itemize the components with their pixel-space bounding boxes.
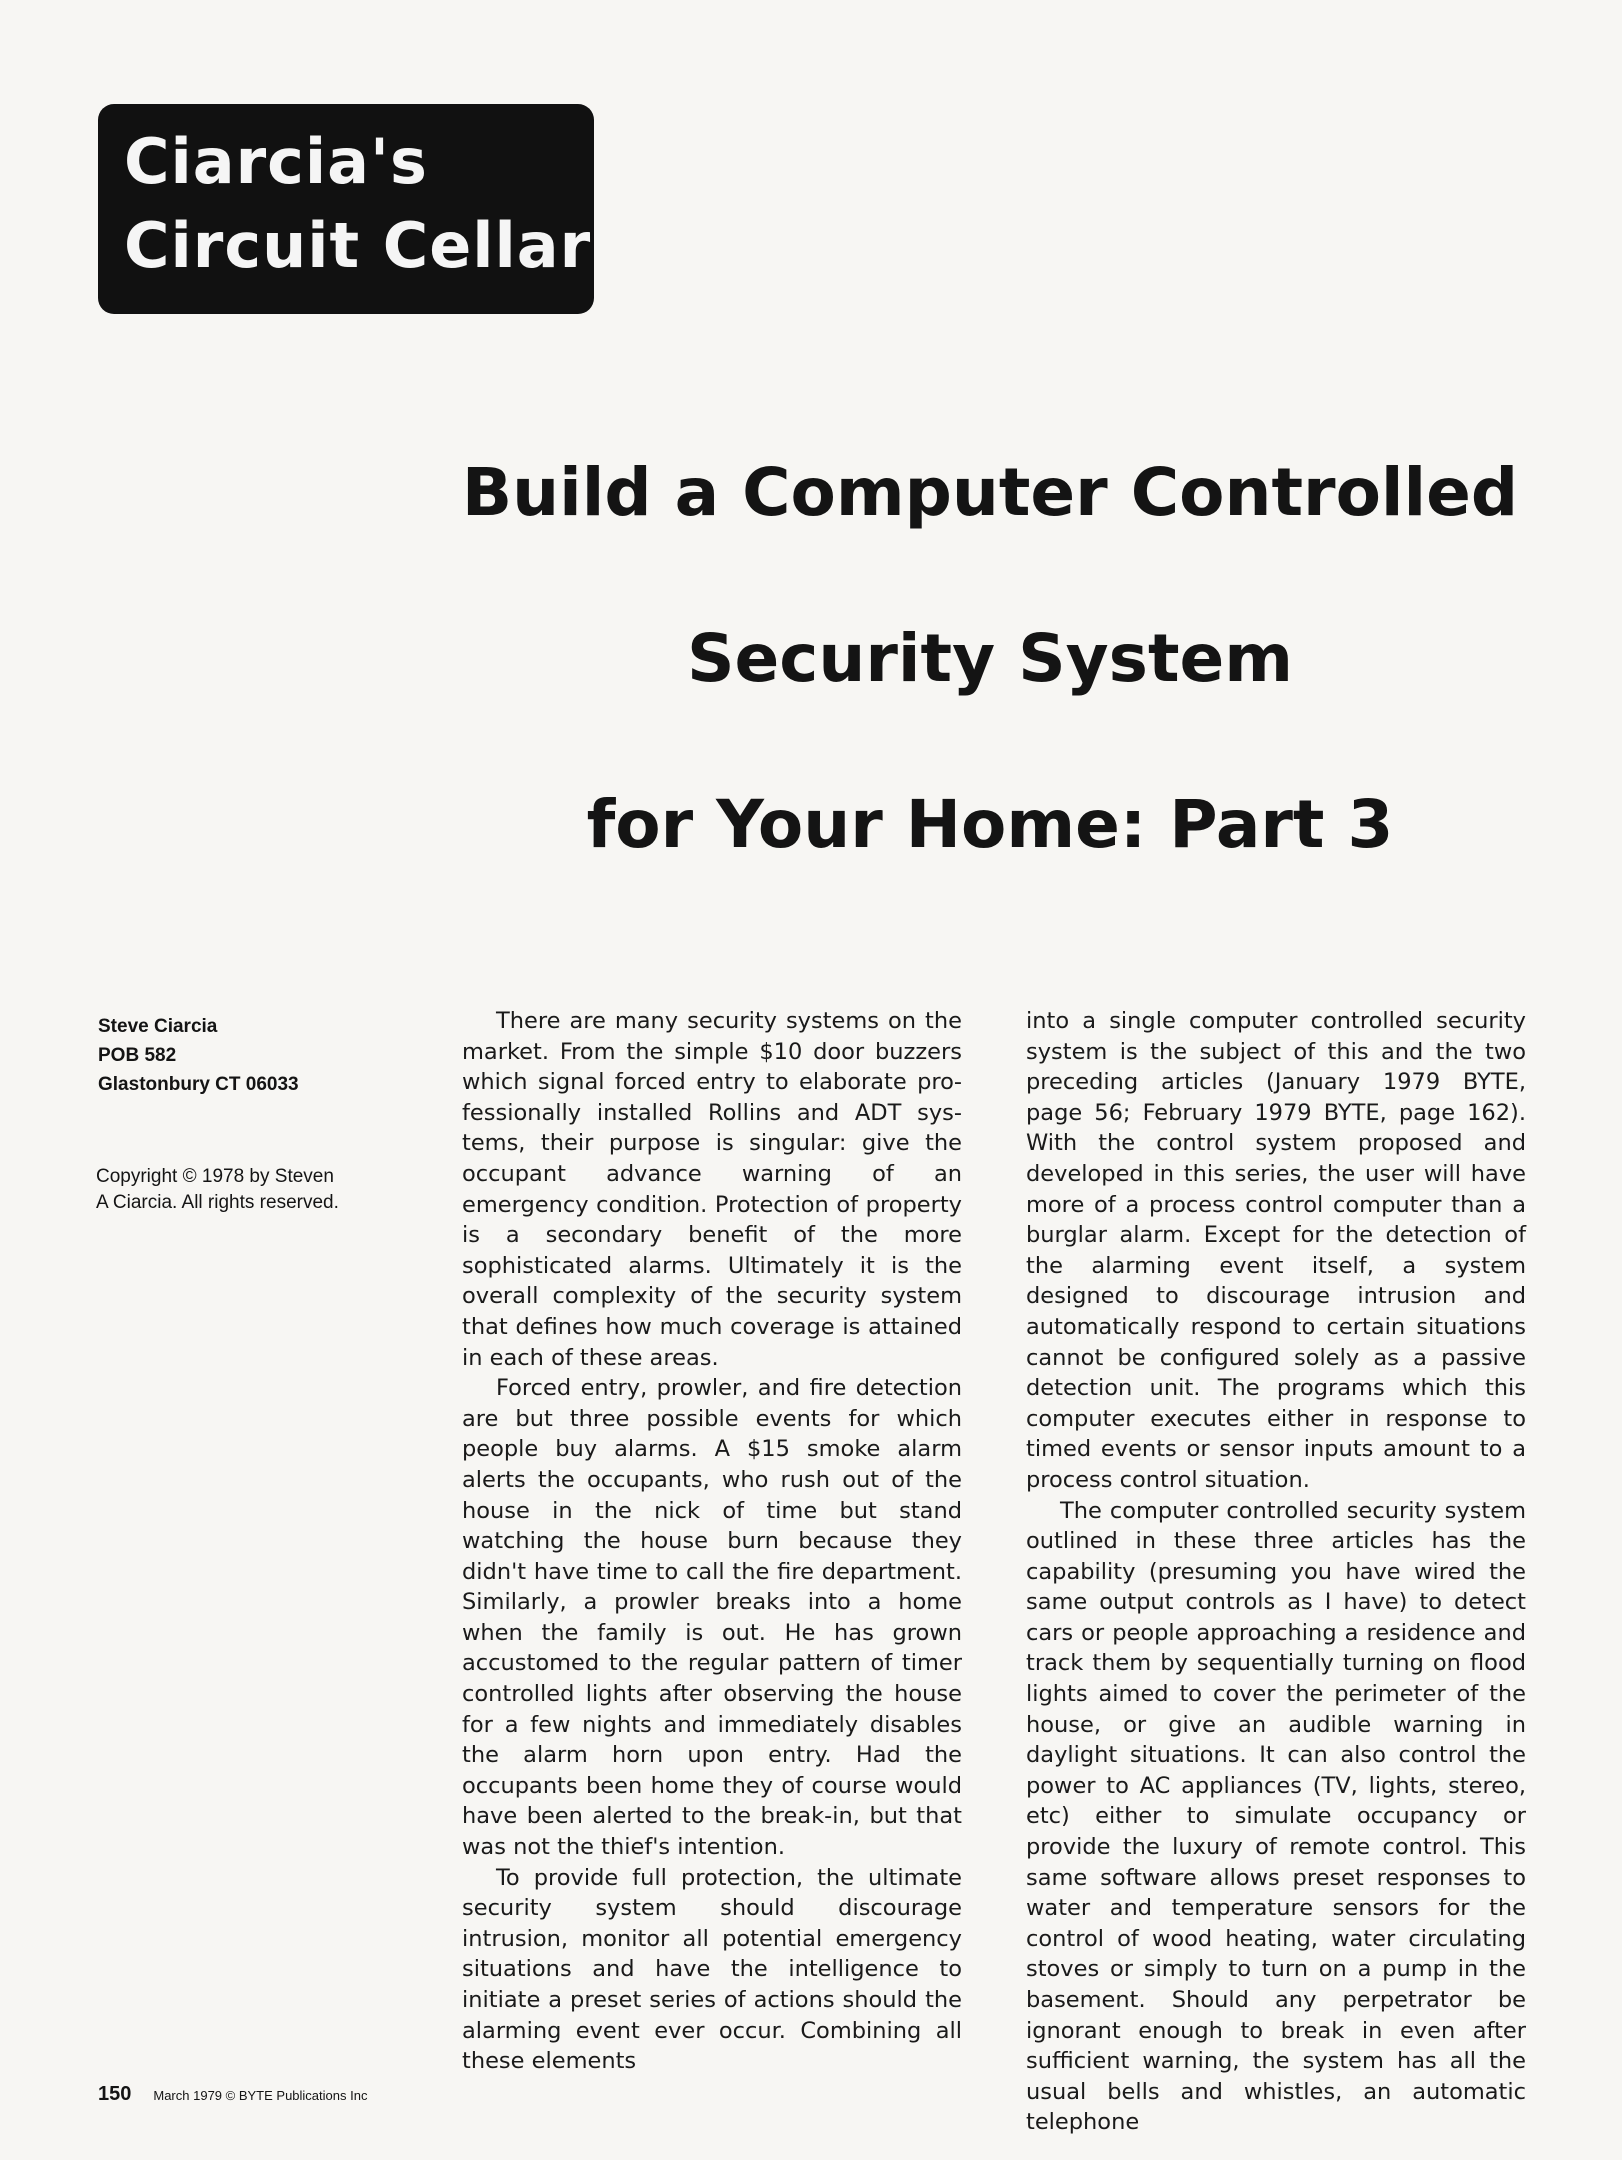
author-address-1: POB 582 xyxy=(98,1045,177,1066)
paragraph: To provide full protection, the ultimate security system should discourage intrusion, monitor all potential emergency situations and have the intelligence to initiate a preset series of actions should the alarming event ever occur. Combining all these elements xyxy=(462,1864,962,2075)
paragraph: The computer controlled security system outlined in these three articles has the capability (presuming you have wired the same output controls as I have) to detect cars or people approaching a residence and track them by sequentially turning on flood lights aimed to cover the perimeter of the house, or give an audible warning in daylight situations. It can also control the power to AC appliances (TV, lights, stereo, etc) either to simulate occupancy or provide the luxury of remote control. This same software allows preset responses to water and temperature sensors for the control of wood heating, water circulating stoves or simply to turn on a pump in the basement. Should any perpetrator be ignorant enough to break in even after sufficient warning, the system has all the usual bells and whistles, an automatic telephone xyxy=(1026,1497,1526,2136)
paragraph: Forced entry, prowler, and fire detection are but three possible events for which people buy alarms. A $15 smoke alarm alerts the occupants, who rush out of the house in the nick of time but stand watching the house burn because they didn't have time to call the fire department. Similarly, a prowler breaks into a home when the family is out. He has grown accustomed to the regular pattern of timer controlled lights after observing the house for a few nights and immediately disables the alarm horn upon entry. Had the occupants been home they of course would have been alerted to the break-in, but that was not the thief's intention. xyxy=(462,1375,962,1861)
title-line-2: Security System xyxy=(686,620,1294,697)
page-footer xyxy=(98,2083,367,2106)
body-column-2 xyxy=(1026,1006,1526,2138)
author-address-2: Glastonbury CT 06033 xyxy=(98,1074,299,1095)
copyright-line-1: Copyright © 1978 by Steven xyxy=(96,1166,334,1187)
column-logo xyxy=(98,104,594,314)
paragraph: There are many security systems on the market. From the simple $10 door buzzers which signal forced entry to elaborate professionally installed Rollins and ADT systems, their purpose is singular: give the occupant advance warning of an emergency condition. Protection of property is a secondary benefit of the more sophisticated alarms. Ultimately it is the overall complexity of the security system that defines how much coverage is attained in each of these areas. xyxy=(462,1008,962,1371)
logo-line-2: Circuit Cellar xyxy=(124,209,592,282)
article-title xyxy=(420,410,1560,908)
paragraph: into a single computer controlled security system is the subject of this and the two preceding articles (January 1979 BYTE, page 56; February 1979 BYTE, page 162). With the control system proposed and developed in this series, the user will have more of a process control computer than a burglar alarm. Except for the detection of the alarming event itself, a system designed to discourage intrusion and automatically respond to certain situations cannot be configured solely as a passive detection unit. The programs which this computer executes either in response to timed events or sensor inputs amount to a process control situation. xyxy=(1026,1008,1526,1493)
author-name: Steve Ciarcia xyxy=(98,1016,218,1037)
page-number: 150 xyxy=(98,2083,132,2105)
author-block xyxy=(98,1012,418,1099)
copyright-line-2: A Ciarcia. All rights reserved. xyxy=(96,1192,339,1213)
publication-line: March 1979 © BYTE Publications Inc xyxy=(153,2088,368,2103)
title-line-3: for Your Home: Part 3 xyxy=(586,786,1394,863)
title-line-1: Build a Computer Controlled xyxy=(461,454,1519,531)
logo-line-1: Ciarcia's xyxy=(124,125,428,198)
body-column-1 xyxy=(462,1006,962,2077)
copyright-notice xyxy=(96,1164,406,1216)
